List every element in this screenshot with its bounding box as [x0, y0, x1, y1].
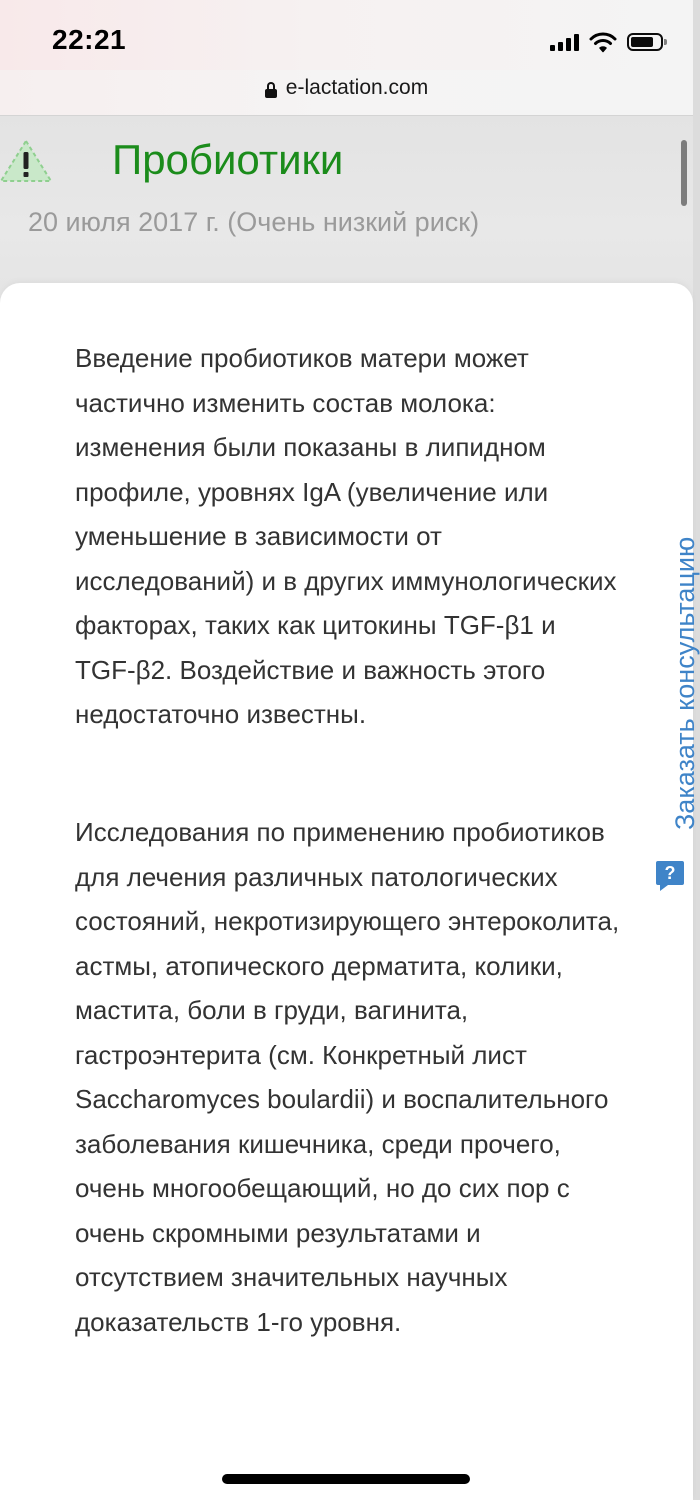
consultation-tab-label[interactable]: Заказать консультацию	[670, 536, 700, 830]
address-bar-content[interactable]	[0, 76, 693, 100]
status-icons	[550, 30, 663, 54]
wifi-icon	[589, 31, 617, 53]
scrollbar-thumb[interactable]	[681, 140, 687, 206]
address-bar[interactable]	[0, 70, 693, 116]
lock-icon	[265, 82, 277, 98]
status-bar	[0, 0, 693, 70]
content-paragraph-2: Исследования по применению пробиотиков для лечения различных патологических состояний, некротизирующего энтероколита, астмы, атопического дерматита, колики, мастита, боли в груди, вагинита, гастроэнтерита (см. Конкретный лист Saccharomyces boulardii) и воспалительного заболевания кишечника, среди прочего, очень многообещающий, но до сих пор с очень скромными результатами и отсутствием значительных научных доказательств 1-го уровня.	[75, 817, 620, 1337]
page-title: Пробиотики	[112, 136, 344, 183]
home-indicator[interactable]	[222, 1474, 470, 1484]
status-time: 22:21	[52, 24, 127, 55]
url-text[interactable]: e-lactation.com	[285, 76, 429, 99]
content-paragraph-1: Введение пробиотиков матери может частично изменить состав молока: изменения были показаны в липидном профиле, уровнях IgA (увеличение или уменьшение в зависимости от исследований) и в других иммунологических факторах, таких как цитокины TGF-β1 и TGF-β2. Воздействие и важность этого недостаточно известны.	[75, 343, 617, 729]
warning-triangle-icon	[0, 138, 54, 184]
question-help-icon[interactable]	[654, 859, 686, 893]
page-subtitle: 20 июля 2017 г. (Очень низкий риск)	[28, 207, 480, 237]
battery-icon	[627, 33, 663, 51]
svg-text:?: ?	[664, 863, 676, 883]
cellular-signal-icon	[550, 33, 579, 51]
